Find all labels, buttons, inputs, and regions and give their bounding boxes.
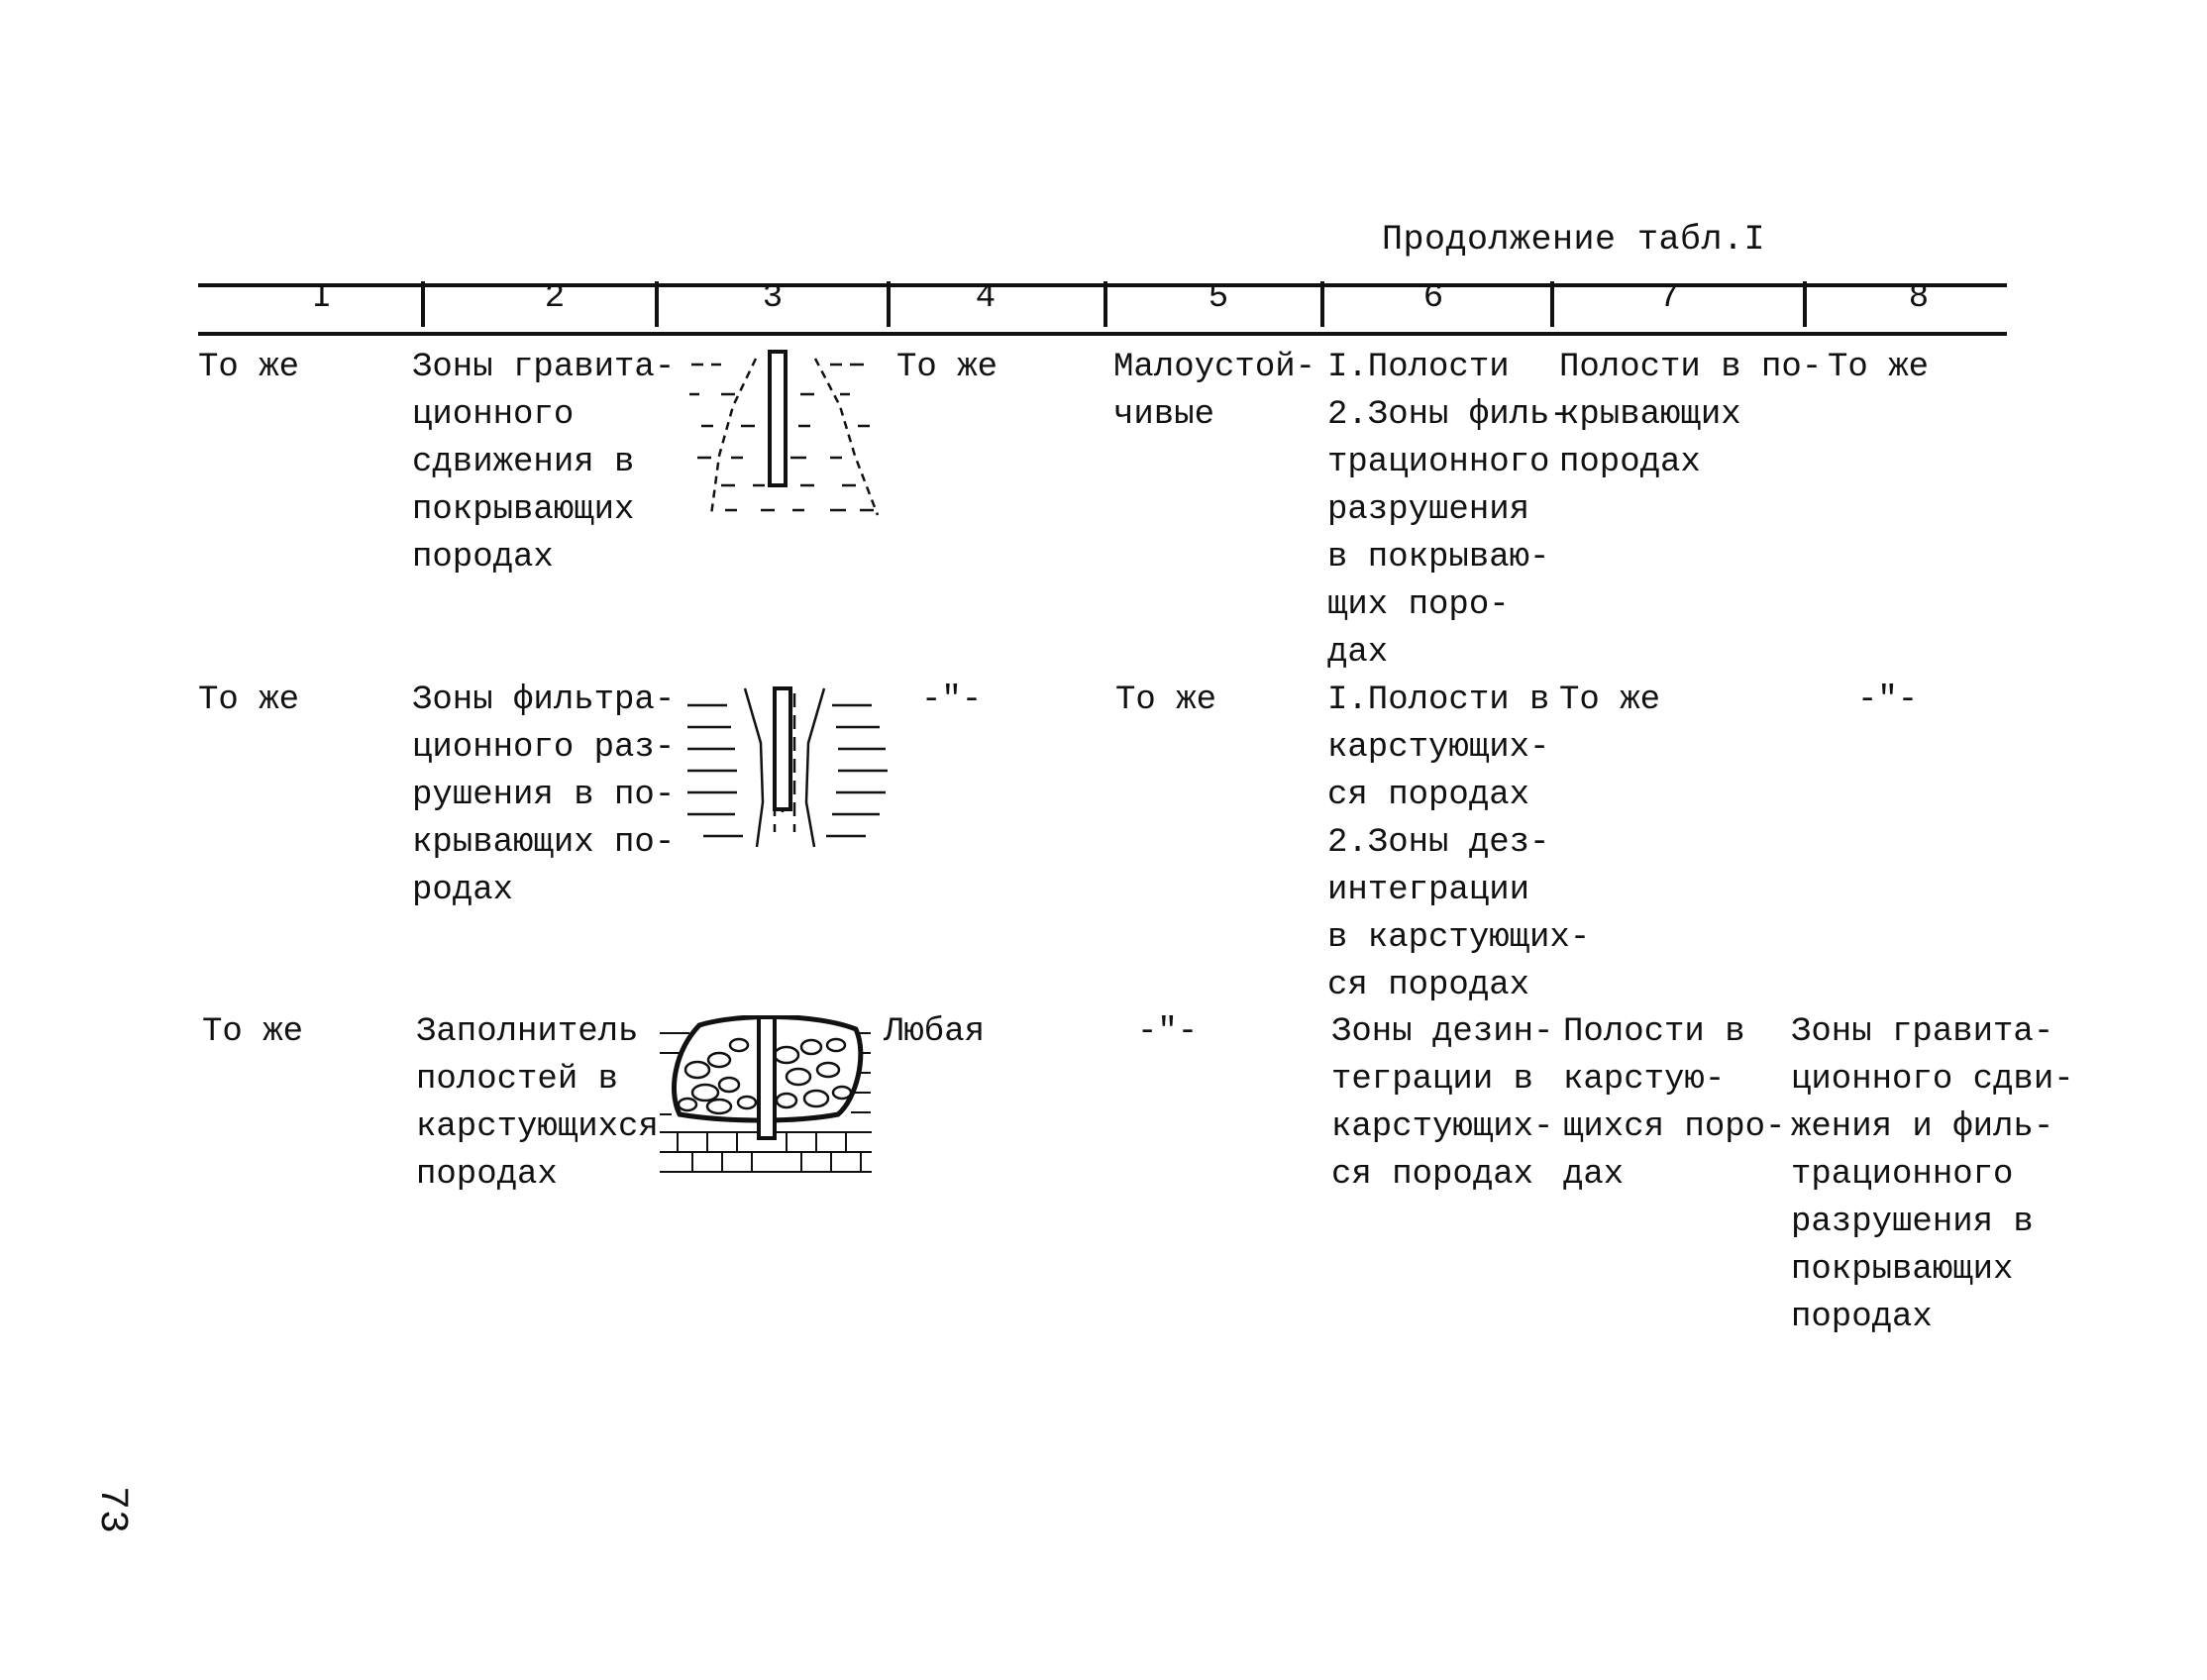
page-number: 73 — [89, 1486, 134, 1534]
column-separator — [1803, 281, 1807, 327]
cell-col1: То же — [198, 682, 300, 719]
cell-col6: I.Полости 2.Зоны филь- трационного разрушения в покрываю- щих поро- дах — [1327, 349, 1570, 672]
cell-col4: То же — [896, 349, 998, 386]
cell-col5: Малоустой- чивые — [1113, 349, 1316, 434]
column-separator — [655, 281, 659, 327]
cell-col4: -"- — [921, 682, 983, 719]
column-separator — [1550, 281, 1554, 327]
cell-col1: То же — [198, 349, 300, 386]
cell-col6: Зоны дезин- теграции в карстующих- ся породах — [1331, 1013, 1554, 1194]
cell-col8: То же — [1828, 349, 1930, 386]
column-number: 5 — [1208, 279, 1229, 317]
cell-col8: Зоны гравита- ционного сдви- жения и филь- трационного разрушения в покрывающих породах — [1791, 1013, 2074, 1336]
table-header-rule — [198, 332, 2007, 336]
cell-col2: Зоны гравита- ционного сдвижения в покрывающих породах — [412, 349, 676, 577]
column-number: 7 — [1658, 279, 1680, 317]
column-number: 4 — [975, 279, 997, 317]
cell-col1: То же — [202, 1013, 304, 1051]
cell-col7: То же — [1559, 682, 1661, 719]
table-caption: Продолжение табл.I — [1382, 220, 1766, 260]
cell-col6: I.Полости в карстующих- ся породах 2.Зоны дез- интеграции в карстующих- ся породах — [1327, 682, 1591, 1004]
column-separator — [1320, 281, 1324, 327]
cell-col2: Зоны фильтра- ционного раз- рушения в по- крывающих по- родах — [412, 682, 676, 909]
column-separator — [1104, 281, 1107, 327]
column-number: 8 — [1908, 279, 1930, 317]
table-top-rule — [198, 283, 2007, 287]
cell-col8: -"- — [1857, 682, 1919, 719]
cell-col5: То же — [1115, 682, 1217, 719]
borehole-cavity-filler-icon — [658, 1015, 874, 1174]
borehole-filtration-zone-icon — [683, 683, 896, 852]
column-number: 3 — [762, 279, 784, 317]
column-number: 6 — [1422, 279, 1444, 317]
column-number: I — [311, 279, 333, 317]
cell-col4: Любая — [884, 1013, 986, 1051]
column-number: 2 — [544, 279, 566, 317]
cell-col5: -"- — [1137, 1013, 1199, 1051]
borehole-gravitational-zone-icon — [682, 347, 890, 525]
column-separator — [887, 281, 891, 327]
cell-col2: Заполнитель полостей в карстующихся породах — [416, 1013, 659, 1194]
column-separator — [421, 281, 425, 327]
cell-col7: Полости в по- крывающих породах — [1559, 349, 1823, 481]
cell-col7: Полости в карстую- щихся поро- дах — [1563, 1013, 1786, 1194]
